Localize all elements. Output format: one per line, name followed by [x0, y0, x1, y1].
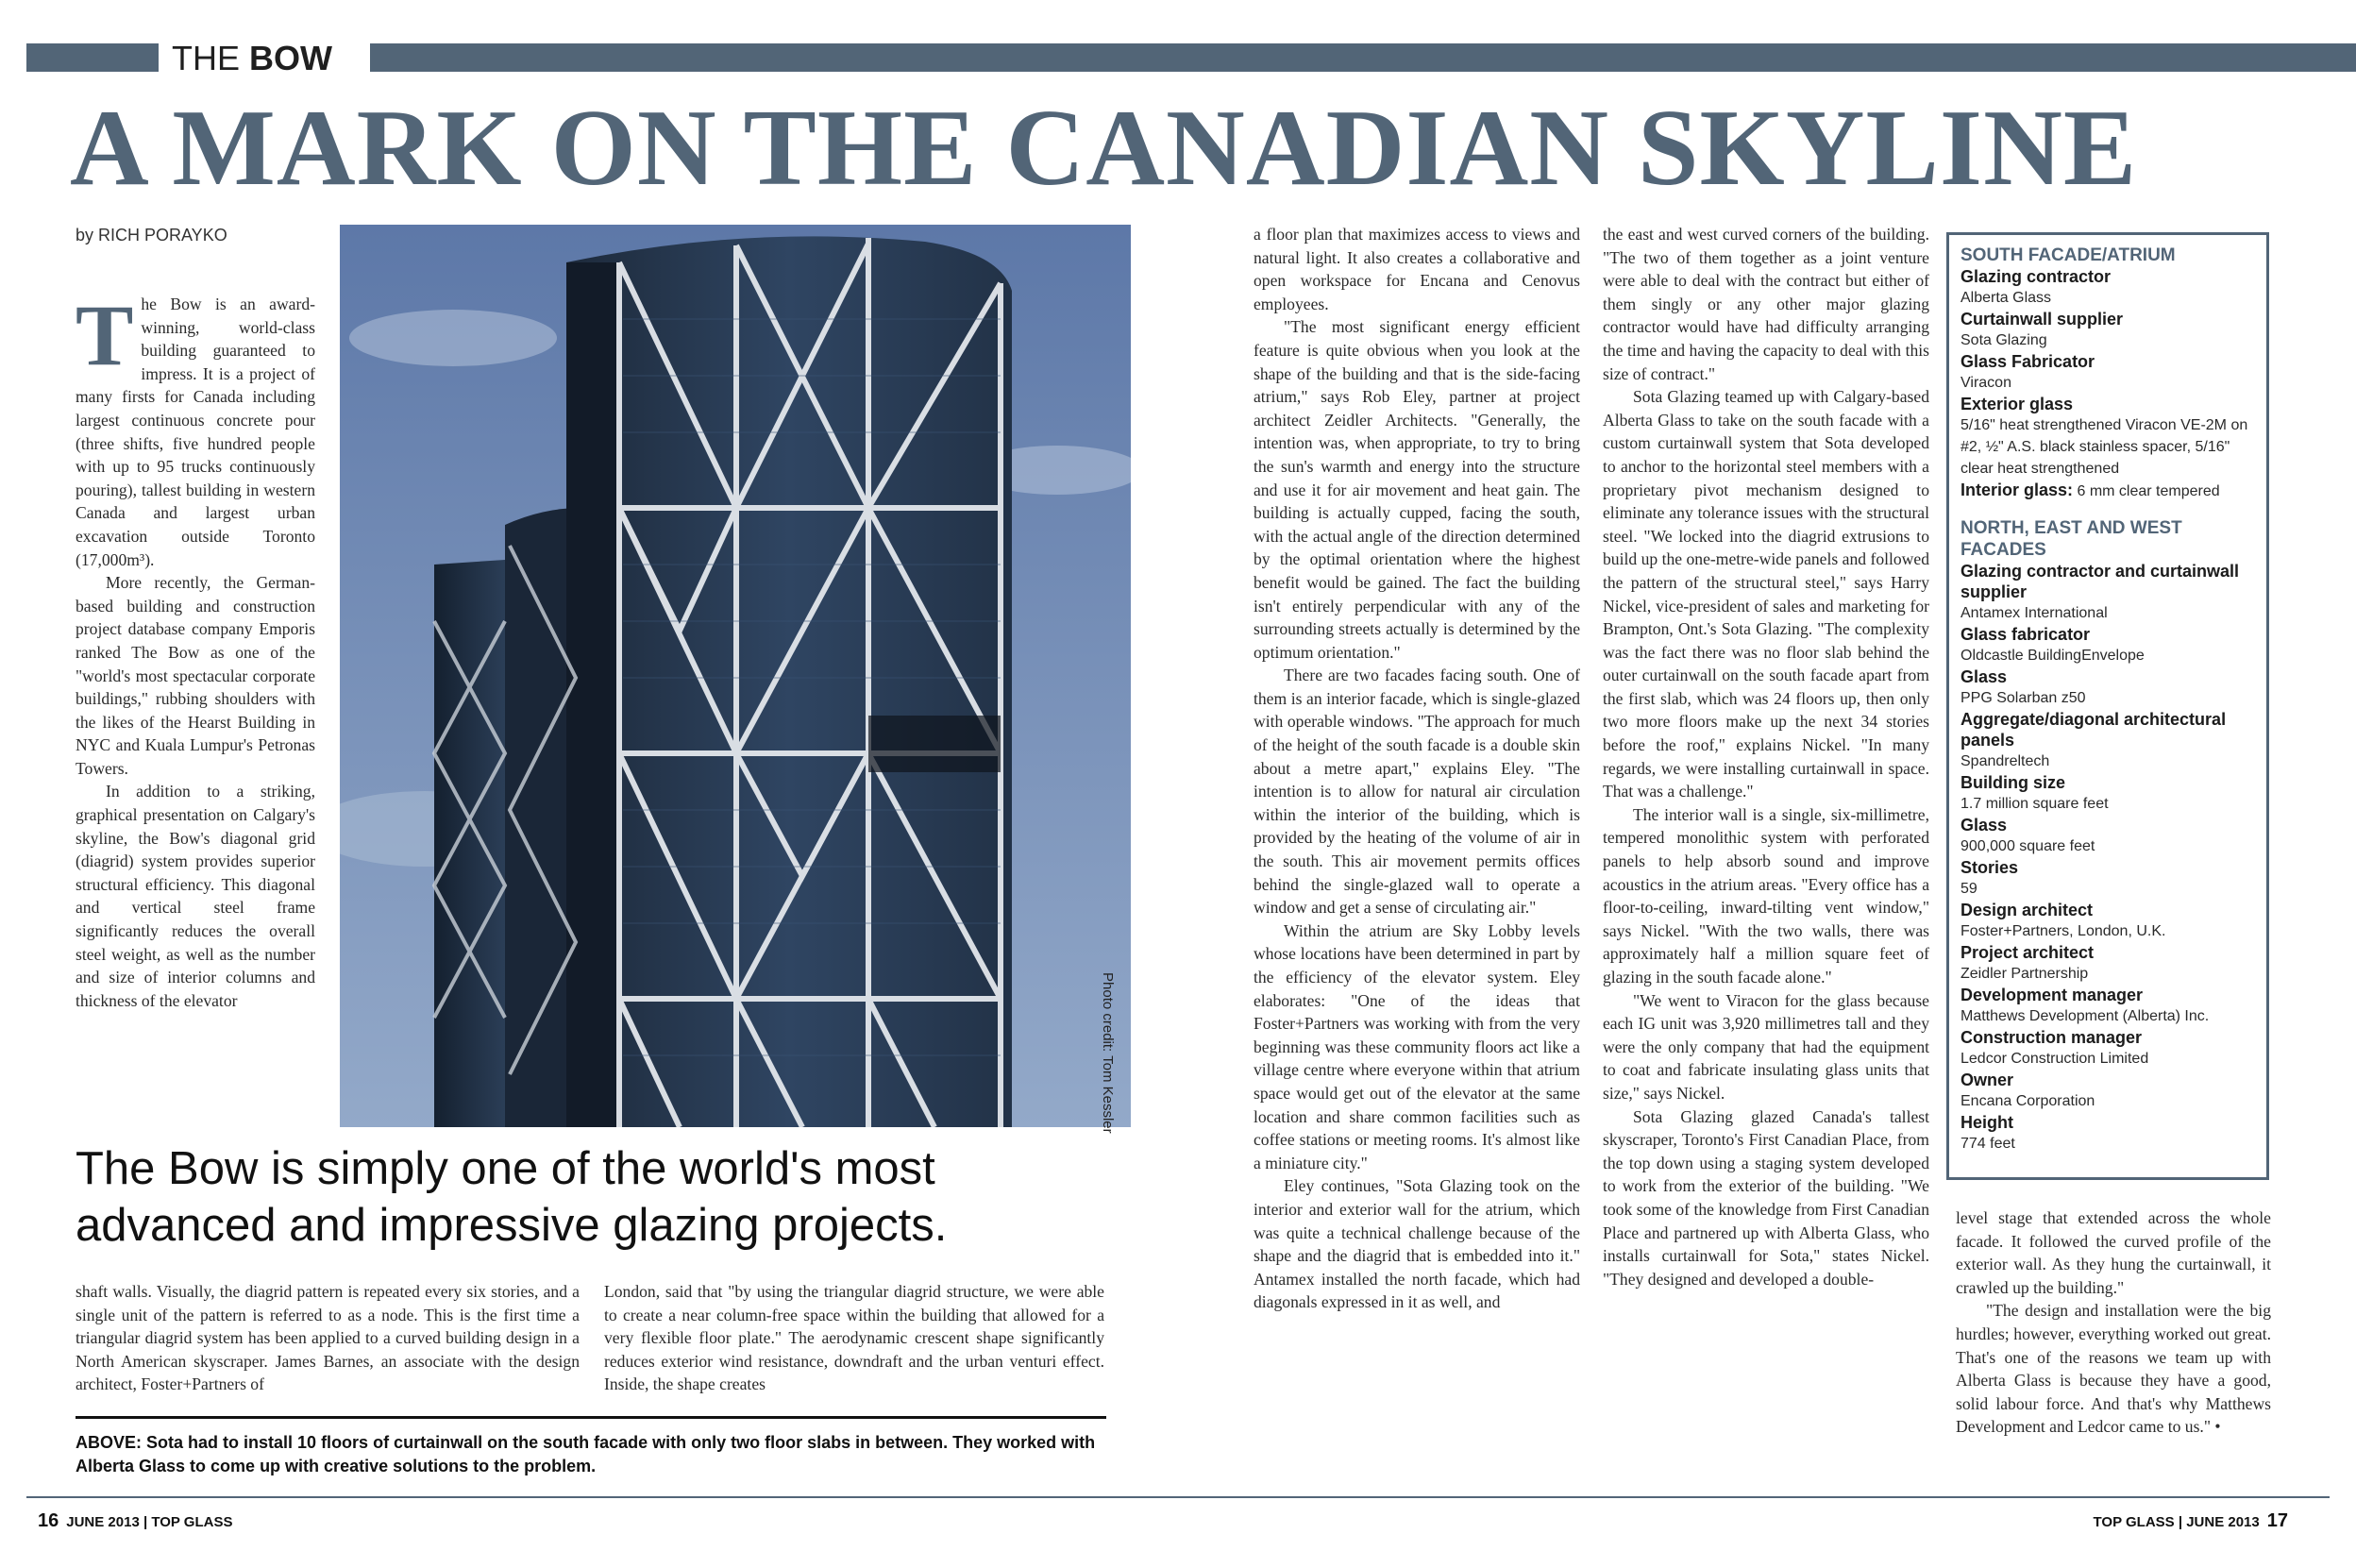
- fact-value: 5/16" heat strengthened Viracon VE-2M on #2, ½" A.S. black stainless spacer, 5/16" clear heat strengthened: [1961, 417, 2248, 477]
- fact-value: 774 feet: [1961, 1136, 2015, 1152]
- article-column-1: [76, 287, 315, 1012]
- fact-value: Antamex International: [1961, 605, 2108, 621]
- fact-value: Encana Corporation: [1961, 1093, 2095, 1109]
- fact-value: 59: [1961, 881, 1977, 897]
- fact-item: [1961, 666, 2255, 709]
- fact-value: Spandreltech: [1961, 753, 2050, 769]
- fact-item: [1961, 266, 2255, 309]
- paragraph: More recently, the German-based building and construction project database company Emporis ranked The Bow as one of the "world's most spectacular corporate buildings," rubbing shoulders with the likes of the Hearst Building in NYC and Kuala Lumpur's Petronas Towers.: [76, 573, 315, 778]
- fact-item: [1961, 709, 2255, 772]
- south-facts-list: [1961, 266, 2255, 480]
- paragraph: "The design and installation were the big hurdles; however, everything worked out great. That's one of the reasons we team up with Alberta Glass is because they have a good, solid labour force. And that's why Matthews Development and Ledcor came to us." •: [1956, 1301, 2271, 1437]
- fact-item: [1961, 900, 2255, 942]
- fact-label: Glass Fabricator: [1961, 352, 2095, 371]
- fact-label: Glass: [1961, 816, 2008, 835]
- fact-label: Aggregate/diagonal architectural panels: [1961, 710, 2227, 750]
- paragraph: a floor plan that maximizes access to views and natural light. It also creates a collaborative and open workspace for Encana and Cenovus employees.: [1254, 225, 1580, 313]
- section-prefix: THE: [172, 39, 240, 77]
- footer-left: [38, 1510, 232, 1532]
- photo-caption: [76, 1431, 1114, 1478]
- article-column-4: [1603, 223, 1929, 1290]
- sidebar-heading: SOUTH FACADE/ATRIUM: [1961, 245, 2176, 265]
- fact-label: Glazing contractor and curtainwall supplier: [1961, 562, 2240, 601]
- tower-illustration: [340, 225, 1131, 1127]
- project-facts-sidebar: [1946, 232, 2269, 1180]
- footer-info: JUNE 2013 | TOP GLASS: [66, 1514, 233, 1530]
- fact-value: Foster+Partners, London, U.K.: [1961, 923, 2166, 939]
- caption-text: Sota had to install 10 floors of curtainwall on the south facade with only two floor slabs in between. They worked with Alberta Glass to come up with creative solutions to the problem.: [76, 1433, 1096, 1475]
- building-photo: [340, 225, 1131, 1127]
- fact-value: 900,000 square feet: [1961, 838, 2095, 854]
- fact-value: 1.7 million square feet: [1961, 796, 2109, 812]
- pull-quote: The Bow is simply one of the world's most advanced and impressive glazing projects.: [76, 1143, 948, 1251]
- paragraph: In addition to a striking, graphical presentation on Calgary's skyline, the Bow's diagonal grid (diagrid) system provides superior structural efficiency. This diagonal and vertical steel frame significantly reduces the overall steel weight, as well as the number and size of interior columns and thickness of the elevator: [76, 782, 315, 1010]
- fact-value: Viracon: [1961, 375, 2011, 391]
- paragraph: shaft walls. Visually, the diagrid pattern is repeated every six stories, and a single unit of the pattern is referred to as a node. This is the first time a triangular diagrid system has been applied to a curved building design in a North American skyscraper. James Barnes, an associate with the design architect, Foster+Partners of: [76, 1282, 580, 1394]
- paragraph: level stage that extended across the whole facade. It followed the curved profile of the exterior wall. As they hung the curtainwall, it crawled up the building.": [1956, 1208, 2271, 1297]
- fact-value: Oldcastle BuildingEnvelope: [1961, 648, 2145, 664]
- fact-label: Curtainwall supplier: [1961, 310, 2124, 329]
- fact-item: [1961, 1112, 2255, 1155]
- paragraph: London, said that "by using the triangular diagrid structure, we were able to create a near column-free space within the building that allowed for a very flexible floor plate." The aerodynamic crescent shape significantly reduces exterior wind resistance, downdraft and the urban venturi effect. Inside, the shape creates: [604, 1282, 1104, 1394]
- north-facts-list: [1961, 561, 2255, 1155]
- fact-item: [1961, 772, 2255, 815]
- fact-label: Height: [1961, 1113, 2013, 1132]
- fact-interior-glass: [1961, 480, 2255, 502]
- header-bar-right: [370, 43, 2356, 72]
- article-column-3: [1254, 223, 1580, 1314]
- fact-item: [1961, 857, 2255, 900]
- article-bottom-left: [76, 1280, 580, 1396]
- fact-value: Sota Glazing: [1961, 332, 2047, 348]
- fact-item: [1961, 624, 2255, 666]
- fact-label: Owner: [1961, 1071, 2014, 1089]
- footer-right: [2094, 1510, 2288, 1532]
- article-bottom-right: [604, 1280, 1104, 1396]
- paragraph: Within the atrium are Sky Lobby levels whose locations have been determined in part by the efficiency of the elevator system. Eley elaborates: "One of the ideas that Foster+Partners was working with from the very beginning was these community floors act like a village centre where everyone within that atrium space would get out of the elevator at the same location and share common facilities such as coffee stations or meeting rooms. It's almost like a miniature city.": [1254, 920, 1580, 1172]
- caption-rule: [76, 1416, 1106, 1419]
- page-number: 16: [38, 1510, 59, 1531]
- section-name: BOW: [249, 39, 332, 77]
- paragraph: "The most significant energy efficient feature is quite obvious when you look at the shape of the building and that is the side-facing atrium," says Rob Eley, partner at project architect Zeidler Architects. "Generally, the intention was, when appropriate, to try to bring the sun's warmth and energy into the structure and use it for air movement and heat gain. The building is actually cupped, facing the south, with the actual angle of the direction determined by the optimal orientation where the highest benefit would be gained. The fact the building isn't entirely perpendicular with any of the surrounding streets actually is determined by the optimum orientation.": [1254, 317, 1580, 662]
- fact-label: Design architect: [1961, 901, 2094, 919]
- paragraph: Eley continues, "Sota Glazing took on the interior and exterior wall for the atrium, which was quite a technical challenge because of the shape and the diagrid that is embedded into it." Antamex installed the north facade, which had diagonals expressed in it as well, and: [1254, 1176, 1580, 1312]
- fact-label: Glass: [1961, 667, 2008, 686]
- fact-value: 6 mm clear tempered: [2077, 483, 2220, 499]
- fact-value: Alberta Glass: [1961, 290, 2052, 306]
- paragraph: Sota Glazing teamed up with Calgary-based Alberta Glass to take on the south facade with a custom curtainwall system that Sota developed to anchor to the horizontal steel members with a proprietary pivot mechanism designed to eliminate any tolerance issues with the structural steel. "We locked into the diagrid extrusions to build up the one-metre-wide panels and followed the pattern of the structural steel," says Harry Nickel, vice-president of sales and marketing for Brampton, Ont.'s Sota Glazing. "The complexity was the fact there was no floor slab behind the outer curtainwall on the south facade apart from the first slab, which was 24 floors up, then only two more floors make up the next 34 stories before the roof," explains Nickel. "In many regards, we were installing curtainwall in space. That was a challenge.": [1603, 387, 1929, 801]
- fact-label: Development manager: [1961, 986, 2144, 1004]
- fact-item: [1961, 1070, 2255, 1112]
- fact-label: Stories: [1961, 858, 2019, 877]
- fact-item: [1961, 309, 2255, 351]
- fact-value: Ledcor Construction Limited: [1961, 1051, 2149, 1067]
- footer-rule: [26, 1496, 2330, 1498]
- paragraph: the east and west curved corners of the building. "The two of them together as a joint venture were able to deal with the contract but either of them singly or any other major glazing contractor would have had difficulty arranging the time and having the capacity to deal with this size of contract.": [1603, 225, 1929, 383]
- headline: A MARK ON THE CANADIAN SKYLINE: [70, 88, 2138, 209]
- sidebar-heading: NORTH, EAST AND WEST FACADES: [1961, 518, 2182, 560]
- paragraph: "We went to Viracon for the glass because each IG unit was 3,920 millimetres tall and they were the only company that had the equipment to coat and fabricate insulating glass units that size," says Nickel.: [1603, 990, 1929, 1103]
- fact-label: Building size: [1961, 773, 2066, 792]
- paragraph: he Bow is an award-winning, world-class building guaranteed to impress. It is a project of many firsts for Canada including largest continuous concrete pour (three shifts, five hundred people with up to 95 trucks continuously pouring), tallest building in western Canada and largest urban excavation outside Toronto (17,000m³).: [76, 295, 315, 569]
- drop-cap: T: [76, 287, 134, 383]
- fact-label: Project architect: [1961, 943, 2095, 962]
- page-number: 17: [2266, 1510, 2288, 1531]
- section-label: [172, 40, 332, 77]
- fact-value: Zeidler Partnership: [1961, 966, 2089, 982]
- fact-label: Exterior glass: [1961, 395, 2074, 413]
- fact-item: [1961, 394, 2255, 480]
- fact-value: PPG Solarban z50: [1961, 690, 2086, 706]
- paragraph: Sota Glazing glazed Canada's tallest skyscraper, Toronto's First Canadian Place, from the top down using a staging system developed to work from the exterior of the building. "We took some of the knowledge from First Canadian Place and partnered up with Alberta Glass, who installs curtainwall for Sota," states Nickel. "They designed and developed a double-: [1603, 1106, 1929, 1289]
- fact-item: [1961, 942, 2255, 985]
- fact-item: [1961, 561, 2255, 624]
- fact-value: Matthews Development (Alberta) Inc.: [1961, 1008, 2210, 1024]
- fact-item: [1961, 815, 2255, 857]
- caption-lead: ABOVE:: [76, 1433, 143, 1452]
- fact-item: [1961, 985, 2255, 1027]
- byline: by RICH PORAYKO: [76, 226, 227, 244]
- fact-item: [1961, 351, 2255, 394]
- paragraph: The interior wall is a single, six-millimetre, tempered monolithic system with perforated panels to help absorb sound and improve acoustics in the atrium areas. "Every office has a floor-to-ceiling, inward-tilting vent window," says Nickel. "With the two walls, there was approximately half a million square feet of glazing in the south facade alone.": [1603, 804, 1929, 986]
- fact-label: Construction manager: [1961, 1028, 2143, 1047]
- fact-label: Interior glass:: [1961, 481, 2074, 499]
- photo-credit: Photo credit: Tom Kessler: [1100, 972, 1116, 1134]
- fact-label: Glazing contractor: [1961, 267, 2112, 286]
- footer-info: TOP GLASS | JUNE 2013: [2093, 1514, 2260, 1530]
- fact-label: Glass fabricator: [1961, 625, 2091, 644]
- article-column-5: [1956, 1206, 2271, 1439]
- header-bar-left: [26, 43, 159, 72]
- paragraph: There are two facades facing south. One of them is an interior facade, which is single-glazed with operable windows. "The approach for much of the height of the south facade is a double skin about a metre apart," explains Eley. "The intention is to allow for natural air circulation within the interior of the building, which is provided by the heating of the volume of air in the south. This air movement permits offices behind the single-glazed wall to operate a window and get a sense of circulating air.": [1254, 666, 1580, 918]
- fact-item: [1961, 1027, 2255, 1070]
